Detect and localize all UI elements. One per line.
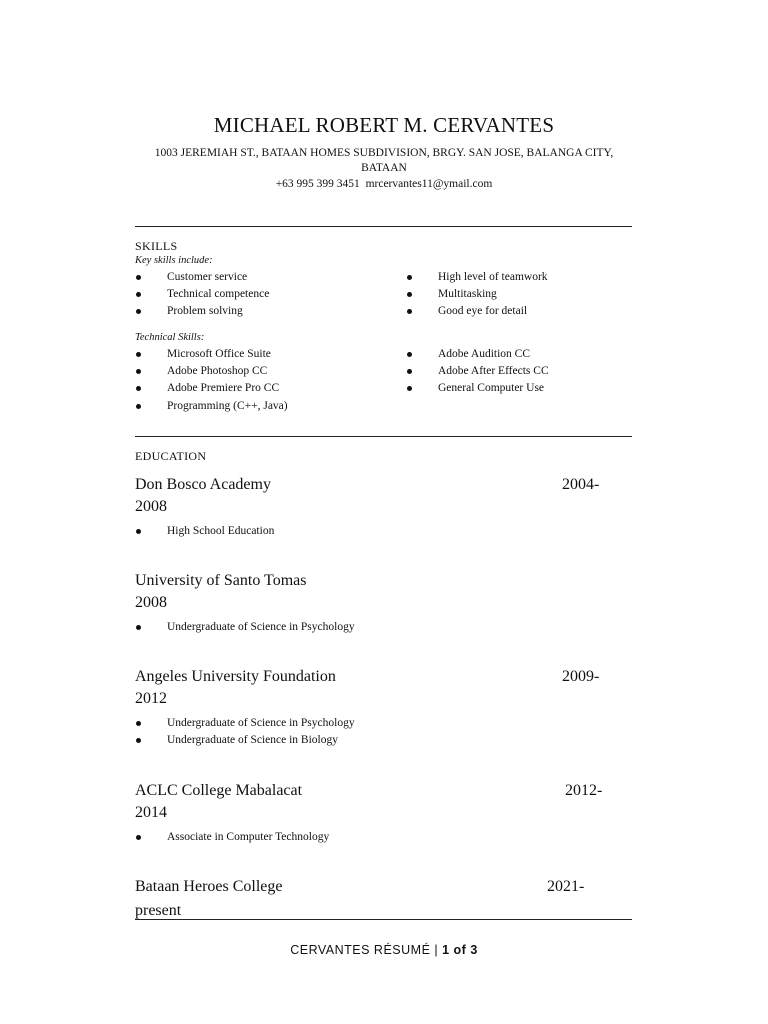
school-year-start: 2004- (562, 476, 600, 493)
bullet-icon (136, 275, 141, 280)
page-footer (0, 943, 768, 957)
school-details-list (135, 523, 274, 540)
bullet-icon (407, 309, 412, 314)
school-name: ACLC College Mabalacat (135, 782, 303, 799)
page-number: 1 of 3 (442, 943, 478, 957)
bullet-icon (136, 309, 141, 314)
technical-skills-label: Technical Skills: (135, 332, 205, 343)
list-item: Microsoft Office Suite (135, 346, 288, 363)
bullet-icon (136, 386, 141, 391)
list-item: Adobe Premiere Pro CC (135, 380, 288, 397)
list-item: Adobe Audition CC (406, 346, 549, 363)
email-address: mrcervantes11@ymail.com (365, 178, 493, 190)
school-name: Angeles University Foundation (135, 668, 336, 685)
applicant-address: 1003 JEREMIAH ST., BATAAN HOMES SUBDIVISION, BRGY. SAN JOSE, BALANGA CITY, BATAAN (154, 147, 614, 174)
school-year-start: 2021- (547, 878, 585, 895)
school-year-start: 2009- (562, 668, 600, 685)
bullet-icon (407, 292, 412, 297)
bullet-icon (136, 721, 141, 726)
bullet-icon (136, 738, 141, 743)
school-name: University of Santo Tomas (135, 572, 307, 589)
list-item: High School Education (135, 523, 274, 540)
skills-section-title: SKILLS (135, 239, 178, 253)
school-name: Bataan Heroes College (135, 878, 283, 895)
school-year-end: 2012 (135, 690, 167, 707)
bullet-icon (136, 835, 141, 840)
footer-separator: | (434, 943, 439, 957)
bullet-icon (136, 625, 141, 630)
bullet-icon (136, 369, 141, 374)
footer-divider (135, 919, 632, 920)
bullet-icon (407, 275, 412, 280)
school-year-end: 2014 (135, 804, 167, 821)
school-year-end: 2008 (135, 498, 167, 515)
list-item: General Computer Use (406, 380, 549, 397)
bullet-icon (136, 404, 141, 409)
education-section-title: EDUCATION (135, 449, 207, 463)
bullet-icon (136, 292, 141, 297)
list-item: Multitasking (406, 286, 548, 303)
skills-divider (135, 436, 632, 437)
footer-label: CERVANTES RÉSUMÉ (290, 943, 431, 957)
key-skills-left-list (135, 269, 269, 321)
school-name: Don Bosco Academy (135, 476, 271, 493)
bullet-icon (136, 352, 141, 357)
bullet-icon (407, 369, 412, 374)
list-item: High level of teamwork (406, 269, 548, 286)
list-item: Undergraduate of Science in Psychology (135, 619, 355, 636)
list-item: Undergraduate of Science in Psychology (135, 715, 355, 732)
contact-line (0, 178, 768, 190)
technical-skills-right-list (406, 346, 549, 398)
school-year-start: 2012- (565, 782, 603, 799)
list-item: Technical competence (135, 286, 269, 303)
list-item: Problem solving (135, 303, 269, 320)
bullet-icon (407, 352, 412, 357)
bullet-icon (136, 529, 141, 534)
bullet-icon (407, 386, 412, 391)
list-item: Good eye for detail (406, 303, 548, 320)
list-item: Programming (C++, Java) (135, 398, 288, 415)
header-divider (135, 226, 632, 227)
technical-skills-left-list (135, 346, 288, 415)
key-skills-right-list (406, 269, 548, 321)
applicant-name: MICHAEL ROBERT M. CERVANTES (213, 113, 555, 137)
list-item: Undergraduate of Science in Biology (135, 732, 355, 749)
list-item: Customer service (135, 269, 269, 286)
school-details-list (135, 619, 355, 636)
school-details-list (135, 829, 329, 846)
school-details-list (135, 715, 355, 749)
list-item: Adobe Photoshop CC (135, 363, 288, 380)
key-skills-label: Key skills include: (135, 255, 213, 266)
list-item: Adobe After Effects CC (406, 363, 549, 380)
list-item: Associate in Computer Technology (135, 829, 329, 846)
school-year-end: present (135, 902, 182, 919)
phone-number: +63 995 399 3451 (275, 178, 360, 190)
school-year-end: 2008 (135, 594, 167, 611)
